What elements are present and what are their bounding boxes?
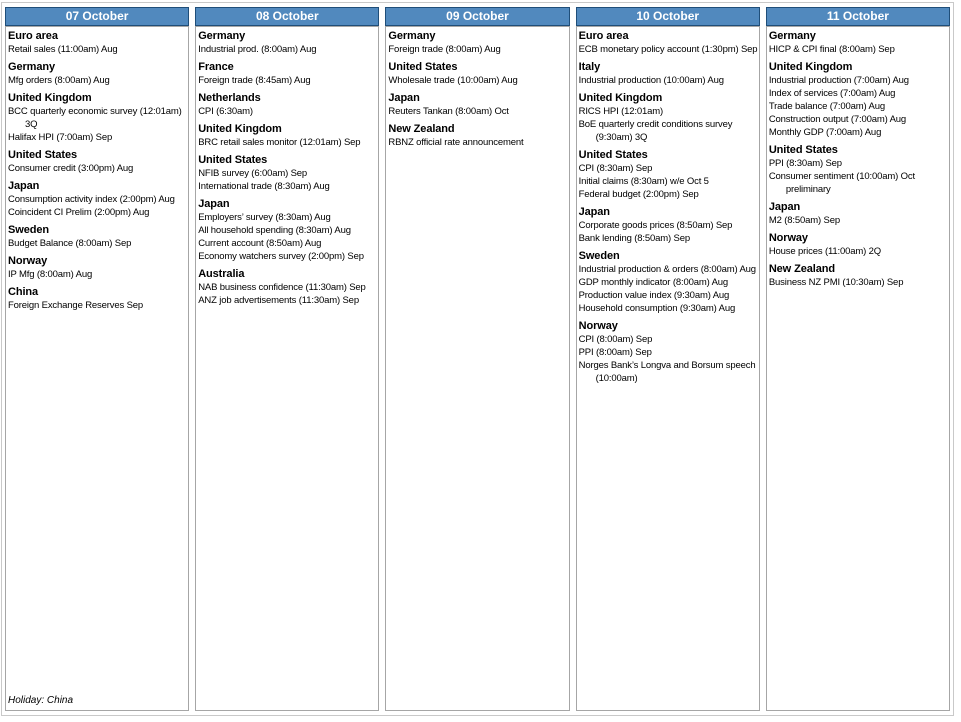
- event-item: Consumer credit (3:00pm) Aug: [8, 163, 134, 174]
- event-item: Foreign Exchange Reserves Sep: [8, 300, 144, 311]
- country-heading: Italy: [578, 61, 601, 73]
- country-heading: United States: [388, 61, 458, 73]
- event-item: Initial claims (8:30am) w/e Oct 5: [578, 176, 709, 187]
- event-item: RICS HPI (12:01am): [578, 106, 664, 117]
- event-item: Consumer sentiment (10:00am) Oct preliminary: [768, 171, 916, 195]
- event-item: Halifax HPI (7:00am) Sep: [8, 132, 113, 143]
- country-heading: Norway: [8, 255, 48, 267]
- country-heading: New Zealand: [388, 123, 455, 135]
- event-item: Norges Bank’s Longva and Borsum speech (10:00am): [578, 360, 756, 384]
- event-item: PPI (8:30am) Sep: [768, 158, 842, 169]
- event-item: ANZ job advertisements (11:30am) Sep: [198, 295, 359, 306]
- event-item: All household spending (8:30am) Aug: [198, 225, 351, 236]
- event-item: Bank lending (8:50am) Sep: [578, 233, 690, 244]
- country-heading: Germany: [198, 30, 246, 42]
- event-item: Foreign trade (8:45am) Aug: [198, 75, 311, 86]
- country-heading: China: [8, 286, 39, 298]
- event-item: Industrial prod. (8:00am) Aug: [198, 44, 317, 55]
- event-item: Business NZ PMI (10:30am) Sep: [768, 277, 904, 288]
- day-column-body: [766, 26, 950, 711]
- event-item: Trade balance (7:00am) Aug: [768, 101, 885, 112]
- event-item: International trade (8:30am) Aug: [198, 181, 330, 192]
- day-column-header: 08 October: [195, 7, 379, 26]
- country-heading: United States: [768, 144, 838, 156]
- event-item: NAB business confidence (11:30am) Sep: [198, 282, 366, 293]
- day-column-header: 07 October: [5, 7, 189, 26]
- event-item: CPI (6:30am): [198, 106, 253, 117]
- event-item: CPI (8:30am) Sep: [578, 163, 653, 174]
- event-item: Index of services (7:00am) Aug: [768, 88, 896, 99]
- country-heading: United Kingdom: [8, 92, 92, 104]
- country-heading: Sweden: [8, 224, 49, 236]
- event-item: M2 (8:50am) Sep: [768, 215, 840, 226]
- country-heading: Euro area: [578, 30, 629, 42]
- country-heading: Japan: [388, 92, 420, 104]
- day-column-body: [385, 26, 569, 711]
- event-item: Wholesale trade (10:00am) Aug: [388, 75, 518, 86]
- country-heading: Netherlands: [198, 92, 261, 104]
- event-item: Employers’ survey (8:30am) Aug: [198, 212, 331, 223]
- day-column-header: 11 October: [766, 7, 950, 26]
- event-item: Coincident CI Prelim (2:00pm) Aug: [8, 207, 150, 218]
- event-item: Production value index (9:30am) Aug: [578, 290, 730, 301]
- holiday-note: Holiday: China: [8, 695, 74, 706]
- country-heading: Japan: [8, 180, 40, 192]
- event-item: Current account (8:50am) Aug: [198, 238, 322, 249]
- event-item: NFIB survey (6:00am) Sep: [198, 168, 308, 179]
- weekly-economic-calendar: [1, 2, 954, 716]
- event-item: CPI (8:00am) Sep: [578, 334, 653, 345]
- event-item: Industrial production (7:00am) Aug: [768, 75, 909, 86]
- country-heading: France: [198, 61, 234, 73]
- event-item: Monthly GDP (7:00am) Aug: [768, 127, 882, 138]
- day-column-body: [195, 26, 379, 711]
- country-heading: Germany: [8, 61, 55, 73]
- event-item: RBNZ official rate announcement: [388, 137, 524, 148]
- event-item: Reuters Tankan (8:00am) Oct: [388, 106, 509, 117]
- country-heading: United Kingdom: [198, 123, 282, 135]
- country-heading: Germany: [388, 30, 436, 42]
- event-item: ECB monetary policy account (1:30pm) Sep: [578, 44, 758, 55]
- event-item: Industrial production (10:00am) Aug: [578, 75, 724, 86]
- day-column-header: 10 October: [576, 7, 760, 26]
- country-heading: Japan: [768, 201, 801, 213]
- event-item: IP Mfg (8:00am) Aug: [8, 269, 93, 280]
- day-column-09-october: [385, 7, 569, 711]
- event-item: Construction output (7:00am) Aug: [768, 114, 907, 125]
- country-heading: Sweden: [578, 250, 620, 262]
- country-heading: Norway: [578, 320, 618, 332]
- calendar-columns: [5, 7, 950, 711]
- country-heading: United States: [578, 149, 648, 161]
- day-column-body: [5, 26, 189, 711]
- country-heading: Japan: [578, 206, 610, 218]
- event-item: HICP & CPI final (8:00am) Sep: [768, 44, 895, 55]
- event-item: Mfg orders (8:00am) Aug: [8, 75, 110, 86]
- event-item: Economy watchers survey (2:00pm) Sep: [198, 251, 364, 262]
- event-item: Household consumption (9:30am) Aug: [578, 303, 736, 314]
- event-item: Retail sales (11:00am) Aug: [8, 44, 118, 55]
- day-column-11-october: [766, 7, 950, 711]
- event-item: Industrial production & orders (8:00am) Aug: [578, 264, 756, 275]
- country-heading: New Zealand: [768, 263, 835, 275]
- country-heading: Euro area: [8, 30, 58, 42]
- country-heading: United Kingdom: [768, 61, 853, 73]
- event-item: BCC quarterly economic survey (12:01am) 3Q: [8, 106, 182, 130]
- day-column-body: [576, 26, 760, 711]
- day-column-10-october: [576, 7, 760, 711]
- country-heading: Norway: [768, 232, 808, 244]
- event-item: Consumption activity index (2:00pm) Aug: [8, 194, 175, 205]
- event-item: Foreign trade (8:00am) Aug: [388, 44, 501, 55]
- event-item: Budget Balance (8:00am) Sep: [8, 238, 132, 249]
- country-heading: Australia: [198, 268, 245, 280]
- day-column-07-october: [5, 7, 189, 711]
- country-heading: United States: [8, 149, 77, 161]
- event-item: BRC retail sales monitor (12:01am) Sep: [198, 137, 361, 148]
- country-heading: United Kingdom: [578, 92, 663, 104]
- event-item: Corporate goods prices (8:50am) Sep: [578, 220, 733, 231]
- country-heading: Germany: [768, 30, 816, 42]
- event-item: PPI (8:00am) Sep: [578, 347, 652, 358]
- event-item: BoE quarterly credit conditions survey (9:30am) 3Q: [578, 119, 733, 143]
- country-heading: United States: [198, 154, 268, 166]
- day-column-header: 09 October: [385, 7, 569, 26]
- event-item: GDP monthly indicator (8:00am) Aug: [578, 277, 729, 288]
- day-column-08-october: [195, 7, 379, 711]
- event-item: Federal budget (2:00pm) Sep: [578, 189, 699, 200]
- event-item: House prices (11:00am) 2Q: [768, 246, 882, 257]
- country-heading: Japan: [198, 198, 230, 210]
